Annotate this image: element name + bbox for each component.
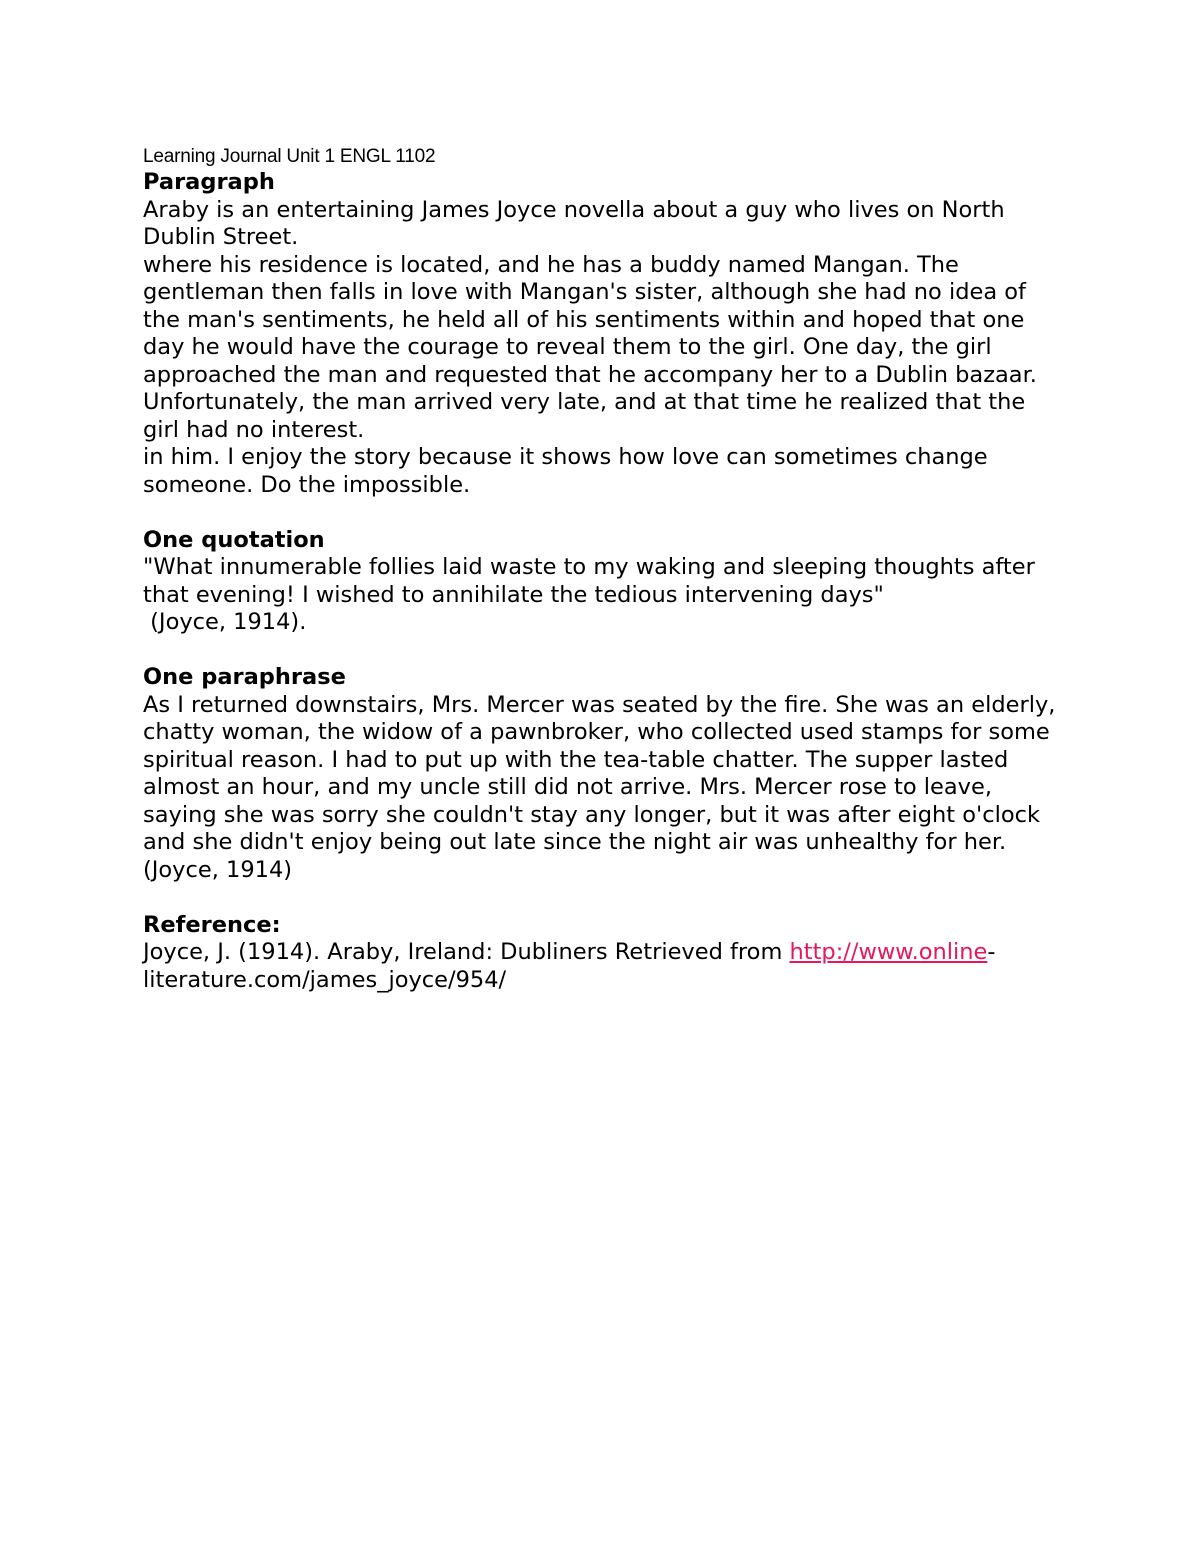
paragraph-line: in him. I enjoy the story because it shows how love can sometimes change someone. Do the impossible.: [143, 444, 988, 498]
paragraph-line: Unfortunately, the man arrived very late, and at that time he realized that the girl had no interest.: [143, 389, 1026, 443]
reference-link-rest: -literature.com/james_joyce/954/: [143, 939, 996, 993]
quotation-citation: (Joyce, 1914).: [143, 609, 307, 635]
reference-text: Joyce, J. (1914). Araby, Ireland: Dubliners Retrieved from: [143, 939, 790, 965]
spacer: [143, 884, 1063, 912]
quotation-text: "What innumerable follies laid waste to my waking and sleeping thoughts after that evening! I wished to annihilate the tedious intervening days": [143, 554, 1035, 608]
reference-link[interactable]: http://www.online: [789, 939, 988, 965]
document-title: Learning Journal Unit 1 ENGL 1102: [143, 146, 436, 167]
paraphrase-heading: One paraphrase: [143, 664, 346, 690]
quotation-body: [143, 554, 1063, 637]
paragraph-body: [143, 197, 1063, 500]
reference-entry: [143, 939, 1063, 994]
paragraph-line: Araby is an entertaining James Joyce novella about a guy who lives on North Dublin Street.: [143, 196, 1005, 250]
spacer: [143, 499, 1063, 527]
reference-heading: Reference:: [143, 911, 281, 938]
paraphrase-text: As I returned downstairs, Mrs. Mercer was seated by the fire. She was an elderly, chatty woman, the widow of a pawnbroker, who collected used stamps for some spiritual reason. I had to put up with the tea-table chatter. The supper lasted almost an hour, and my uncle still did not arrive. Mrs. Mercer rose to leave, saying she was sorry she couldn't stay any longer, but it was after eight o'clock and she didn't enjoy being out late since the night air was unhealthy for her. (Joyce, 1914): [143, 691, 1063, 883]
document-page: [143, 144, 1063, 994]
paraphrase-body: [143, 692, 1063, 885]
spacer: [143, 637, 1063, 665]
quotation-heading: One quotation: [143, 526, 325, 553]
paragraph-heading: Paragraph: [143, 169, 275, 195]
paragraph-line: where his residence is located, and he has a buddy named Mangan. The gentleman then falls in love with Mangan's sister, although she had no idea of the man's sentiments, he held all of his sentiments within and hoped that one day he would have the courage to reveal them to the girl. One day, the girl approached the man and requested that he accompany her to a Dublin bazaar.: [143, 251, 1037, 388]
reference-body: [143, 939, 1063, 994]
